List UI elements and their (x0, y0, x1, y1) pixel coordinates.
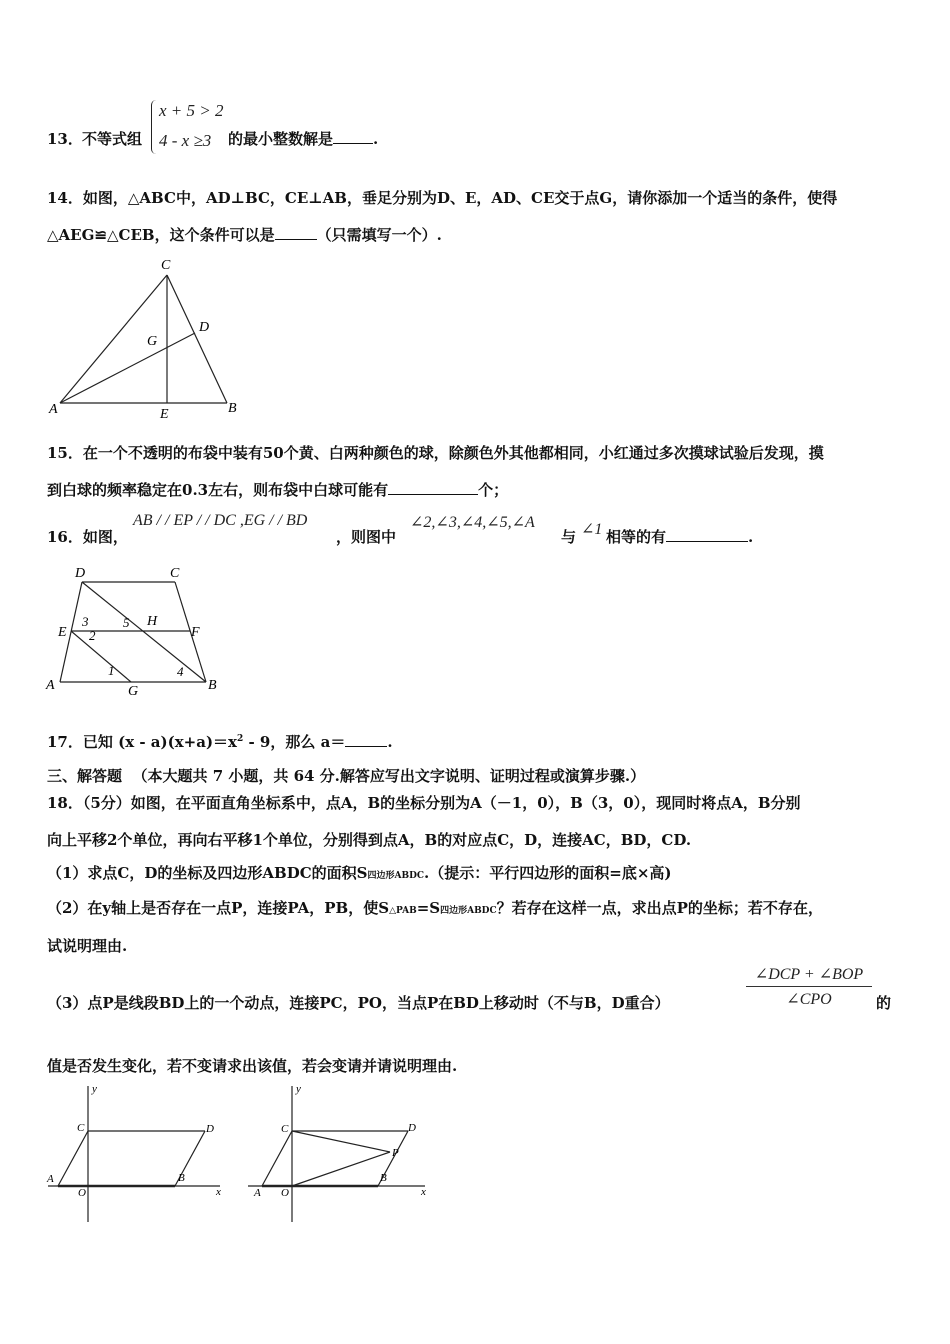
q18f1-seg-ac (58, 1131, 88, 1186)
q14-triangle-figure (40, 255, 260, 425)
q18f2-label-y: y (296, 1083, 301, 1095)
q18f2-label-o: O (281, 1187, 289, 1199)
q14-line1: 14．如图，△ABC中，AD⊥BC，CE⊥AB，垂足分别为D、E，AD、CE交于点G，请你添加一个适当的条件，使得 (47, 189, 838, 207)
q15-line2: 到白球的频率稳定在0.3左右，则布袋中白球可能有 个； (47, 481, 509, 499)
q16-angles: ∠2,∠3,∠4,∠5,∠A (410, 514, 535, 531)
q14-label-g: G (147, 334, 158, 349)
q14-line2: △AEG≌△CEB，这个条件可以是 （只需填写一个）. (47, 226, 442, 244)
q18f1-label-o: O (78, 1187, 86, 1199)
q18f1-label-d: D (206, 1123, 214, 1135)
q16-label-b: B (208, 678, 217, 693)
q16-mid: ，则图中 (336, 528, 397, 546)
q14-label-d: D (199, 320, 210, 335)
q15-line1: 15．在一个不透明的布袋中装有50个黄、白两种颜色的球，除颜色外其他都相同，小红通过多次摸球试验后发现，摸 (47, 444, 824, 462)
section3-heading: 三、解答题 （本大题共 7 小题，共 64 分.解答应写出文字说明、证明过程或演算步骤.） (47, 767, 646, 785)
q16-suffix: 相等的有 . (606, 528, 754, 546)
q15-answer-blank[interactable] (388, 480, 478, 495)
q18-part2-cont: 试说明理由. (47, 937, 128, 955)
q16-condition: AB / / EP / / DC ,EG / / BD (133, 512, 308, 529)
q18-part3-de: 的 (876, 994, 892, 1012)
q13-number: 13． (47, 130, 83, 148)
q16-angle-5: 5 (123, 615, 130, 630)
q18-line1: 18．（5分）如图，在平面直角坐标系中，点A，B的坐标分别为A（－1，0），B（3，0），现同时将点A，B分别 (47, 794, 801, 812)
q14-answer-blank[interactable] (275, 225, 317, 240)
q16-angle1: ∠1 (581, 521, 603, 538)
q18f2-label-d: D (408, 1122, 416, 1134)
q16-label-d: D (75, 566, 86, 581)
q16-angle-1: 1 (108, 663, 115, 678)
q18f1-label-a: A (47, 1173, 54, 1185)
q18-fraction-numerator: ∠DCP + ∠BOP (746, 964, 872, 987)
q16-angle-2: 2 (89, 628, 96, 643)
q14-label-a: A (49, 402, 58, 417)
q16-angle-4: 4 (177, 664, 184, 679)
q18f2-seg-op (292, 1152, 390, 1186)
q16-label-a: A (46, 678, 55, 693)
q18f2-label-x: x (421, 1186, 426, 1198)
q18f2-seg-cp (292, 1131, 390, 1152)
q18f2-seg-ac (262, 1131, 292, 1186)
q13-suffix: 的最小整数解是 . (228, 130, 379, 148)
q16-label-e: E (58, 625, 67, 640)
q18-part3: （3）点P是线段BD上的一个动点，连接PC，PO，当点P在BD上移动时（不与B，D重合） (47, 994, 670, 1012)
q18-part2: （2）在y轴上是否存在一点P，连接PA，PB，使S△PAB=S四边形ABDC？若存在这样一点，求出点P的坐标；若不存在， (47, 899, 823, 917)
q16-angle-3: 3 (82, 614, 89, 629)
q18-figure-1 (40, 1080, 240, 1230)
q16-label-f: F (191, 625, 200, 640)
q16-yu: 与 (561, 528, 577, 546)
q16-label-h: H (147, 614, 158, 629)
q14-seg-cb (167, 275, 227, 403)
q18-part3-cont: 值是否发生变化，若不变请求出该值，若会变请并请说明理由. (47, 1057, 458, 1075)
q18-line2: 向上平移2个单位，再向右平移1个单位，分别得到点A，B的对应点C，D，连接AC，BD，CD. (47, 831, 692, 849)
q18f1-label-c: C (77, 1122, 85, 1134)
q18f2-label-p: P (392, 1147, 399, 1159)
q13-answer-blank[interactable] (333, 129, 373, 144)
q18f2-label-a: A (254, 1187, 261, 1199)
q14-label-b: B (228, 401, 237, 416)
q16-seg-eg (71, 631, 131, 682)
q18-figure-2 (240, 1080, 440, 1230)
q14-label-c: C (161, 258, 171, 273)
q18f2-label-b: B (380, 1172, 387, 1184)
q18-fraction-denominator: ∠CPO (786, 991, 832, 1008)
q16-answer-blank[interactable] (666, 527, 748, 542)
q17-answer-blank[interactable] (345, 732, 387, 747)
q16-label-c: C (170, 566, 180, 581)
q16-label-g: G (128, 684, 139, 699)
q18f1-label-x: x (216, 1186, 221, 1198)
q18f2-label-c: C (281, 1123, 289, 1135)
q17-text: 17．已知 $(x - a)(x+a)=x^2 - 9$，那么 a＝ . (47, 733, 393, 751)
q16-seg-db (82, 582, 206, 682)
q13-brace (151, 100, 156, 154)
q16-trapezoid-figure (40, 562, 240, 702)
q18f1-label-b: B (178, 1172, 185, 1184)
q13-inequality-2: 4 - x ≥3 (159, 131, 212, 150)
q14-label-e: E (160, 407, 169, 422)
q14-seg-ad (60, 333, 195, 403)
q16-number: 16．如图， (47, 528, 128, 546)
q13-inequality-1: x + 5 > 2 (159, 101, 224, 120)
q18-fraction (746, 964, 872, 1009)
q18-part1: （1）求点C，D的坐标及四边形ABDC的面积S四边形ABDC.（提示：平行四边形的面积=底×高) (47, 864, 672, 882)
q18f1-label-y: y (92, 1083, 97, 1095)
q13-prefix: 不等式组 (82, 130, 143, 148)
